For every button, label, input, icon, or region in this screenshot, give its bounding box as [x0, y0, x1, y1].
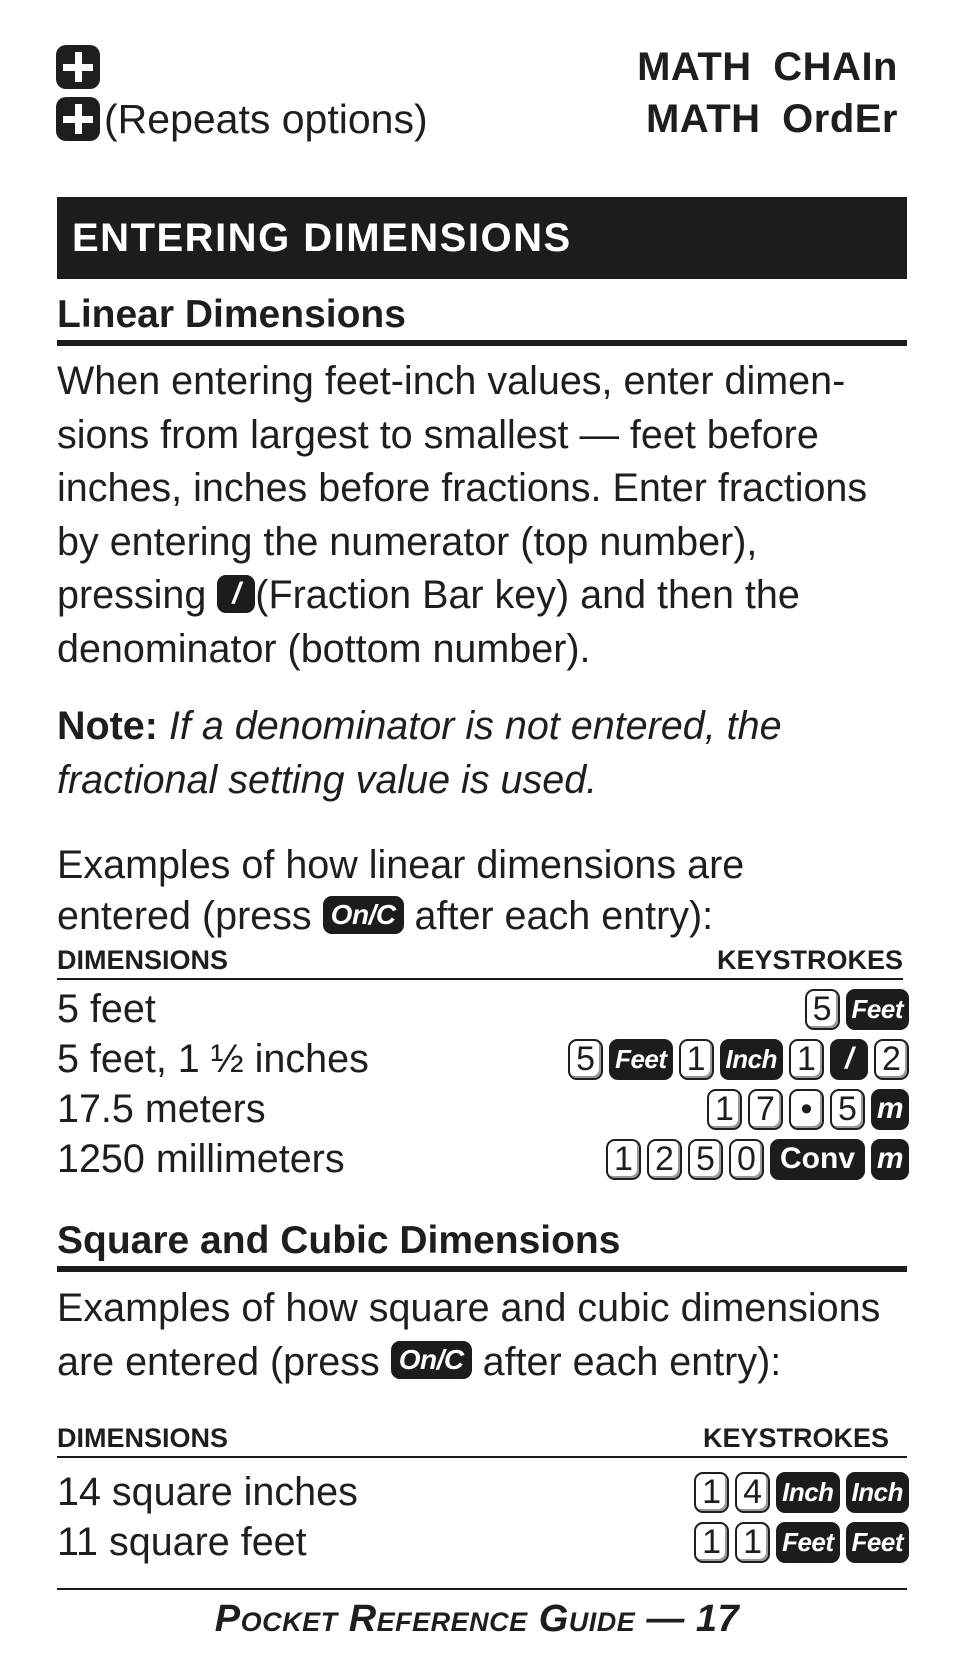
calculator-key: 1 — [606, 1139, 641, 1180]
table-row — [57, 1466, 909, 1518]
square-examples-text: Examples of how square and cubic dimensions are entered (press — [57, 1286, 881, 1384]
keystroke-sequence — [805, 989, 909, 1030]
calculator-key: 0 — [729, 1139, 764, 1180]
table-row — [57, 1516, 909, 1568]
plus-key-icon — [56, 97, 100, 141]
footer-title: Pocket Reference Guide — [214, 1598, 636, 1640]
calculator-key: 5 — [688, 1139, 723, 1180]
calculator-key: 4 — [735, 1472, 770, 1513]
square-table-header — [57, 1422, 907, 1458]
calculator-key: 2 — [874, 1039, 909, 1080]
linear-examples-intro — [57, 840, 857, 942]
note-label: Note: — [57, 704, 158, 748]
section-title: ENTERING DIMENSIONS — [57, 197, 907, 279]
keystroke-sequence — [568, 1039, 909, 1080]
calculator-key: 2 — [647, 1139, 682, 1180]
on-c-key: On/C — [391, 1341, 472, 1379]
math-chain-display: MATH CHAIn — [637, 44, 898, 89]
keystrokes-column-header: KEYSTROKES — [716, 945, 903, 975]
dimensions-column-header: DIMENSIONS — [57, 945, 229, 975]
dimension-label: 5 feet — [57, 986, 156, 1031]
footer-rule — [57, 1588, 907, 1590]
calculator-key: m — [871, 1089, 909, 1130]
calculator-key: 1 — [694, 1472, 729, 1513]
calculator-key: Inch — [846, 1472, 909, 1513]
repeats-options-label: (Repeats options) — [104, 95, 428, 142]
square-examples-intro — [57, 1282, 907, 1389]
square-examples-text-cont: after each entry): — [482, 1339, 782, 1384]
dimension-label: 17.5 meters — [57, 1086, 266, 1131]
calculator-key: 1 — [694, 1522, 729, 1563]
keystrokes-column-header: KEYSTROKES — [702, 1423, 889, 1453]
calculator-key: 1 — [735, 1522, 770, 1563]
calculator-key: 7 — [748, 1089, 783, 1130]
calculator-key: Inch — [720, 1039, 783, 1080]
calculator-key: 5 — [830, 1089, 865, 1130]
table-row — [57, 983, 909, 1035]
note-paragraph — [57, 700, 907, 807]
dimension-label: 14 square inches — [57, 1469, 358, 1514]
page-number: 17 — [695, 1598, 740, 1640]
top-row-1 — [56, 40, 898, 94]
linear-examples-text: Examples of how linear dimensions are entered (press — [57, 843, 745, 938]
calculator-key: Inch — [776, 1472, 839, 1513]
fraction-bar-key: / — [217, 575, 255, 613]
page-footer — [0, 1598, 954, 1641]
dimension-label: 11 square feet — [57, 1519, 307, 1564]
calculator-key: m — [871, 1139, 909, 1180]
table-row — [57, 1083, 909, 1135]
keystroke-sequence — [606, 1139, 909, 1180]
footer-dash: — — [635, 1598, 696, 1640]
keystroke-sequence — [694, 1472, 909, 1513]
calculator-key: 1 — [679, 1039, 714, 1080]
keystroke-sequence — [694, 1522, 909, 1563]
linear-examples-text-cont: after each entry): — [414, 894, 714, 938]
linear-intro-text-cont: (Fraction Bar key) and then the denominator (bottom number). — [57, 573, 800, 671]
calculator-key: Feet — [609, 1039, 672, 1080]
calculator-key: 1 — [789, 1039, 824, 1080]
calculator-key: / — [830, 1039, 868, 1080]
calculator-key: 5 — [568, 1039, 603, 1080]
keystroke-sequence — [707, 1089, 909, 1130]
note-text: If a denominator is not entered, the fractional setting value is used. — [57, 704, 782, 802]
dimensions-column-header: DIMENSIONS — [57, 1423, 229, 1453]
calculator-key: Feet — [846, 1522, 909, 1563]
top-row-2 — [56, 92, 898, 146]
square-cubic-heading: Square and Cubic Dimensions — [57, 1218, 907, 1272]
math-order-display: MATH OrdEr — [645, 96, 898, 141]
calculator-key: 1 — [707, 1089, 742, 1130]
on-c-key: On/C — [323, 896, 404, 934]
calculator-key: Conv — [770, 1139, 865, 1180]
calculator-key: 5 — [805, 989, 840, 1030]
table-row — [57, 1133, 909, 1185]
table-row — [57, 1033, 909, 1085]
plus-key-icon — [56, 45, 100, 89]
dimension-label: 1250 millimeters — [57, 1136, 345, 1181]
calculator-key: • — [789, 1089, 824, 1130]
calculator-key: Feet — [846, 989, 909, 1030]
calculator-key: Feet — [776, 1522, 839, 1563]
linear-dimensions-heading: Linear Dimensions — [57, 292, 907, 346]
linear-table-header — [57, 944, 903, 980]
linear-intro-text: When entering feet-inch values, enter dimen-sions from largest to smallest — feet before inches, inches before fractions. Enter fractions by entering the numerator (top number), pressing — [57, 359, 868, 617]
dimension-label: 5 feet, 1 ½ inches — [57, 1036, 369, 1081]
linear-intro-paragraph — [57, 355, 907, 676]
